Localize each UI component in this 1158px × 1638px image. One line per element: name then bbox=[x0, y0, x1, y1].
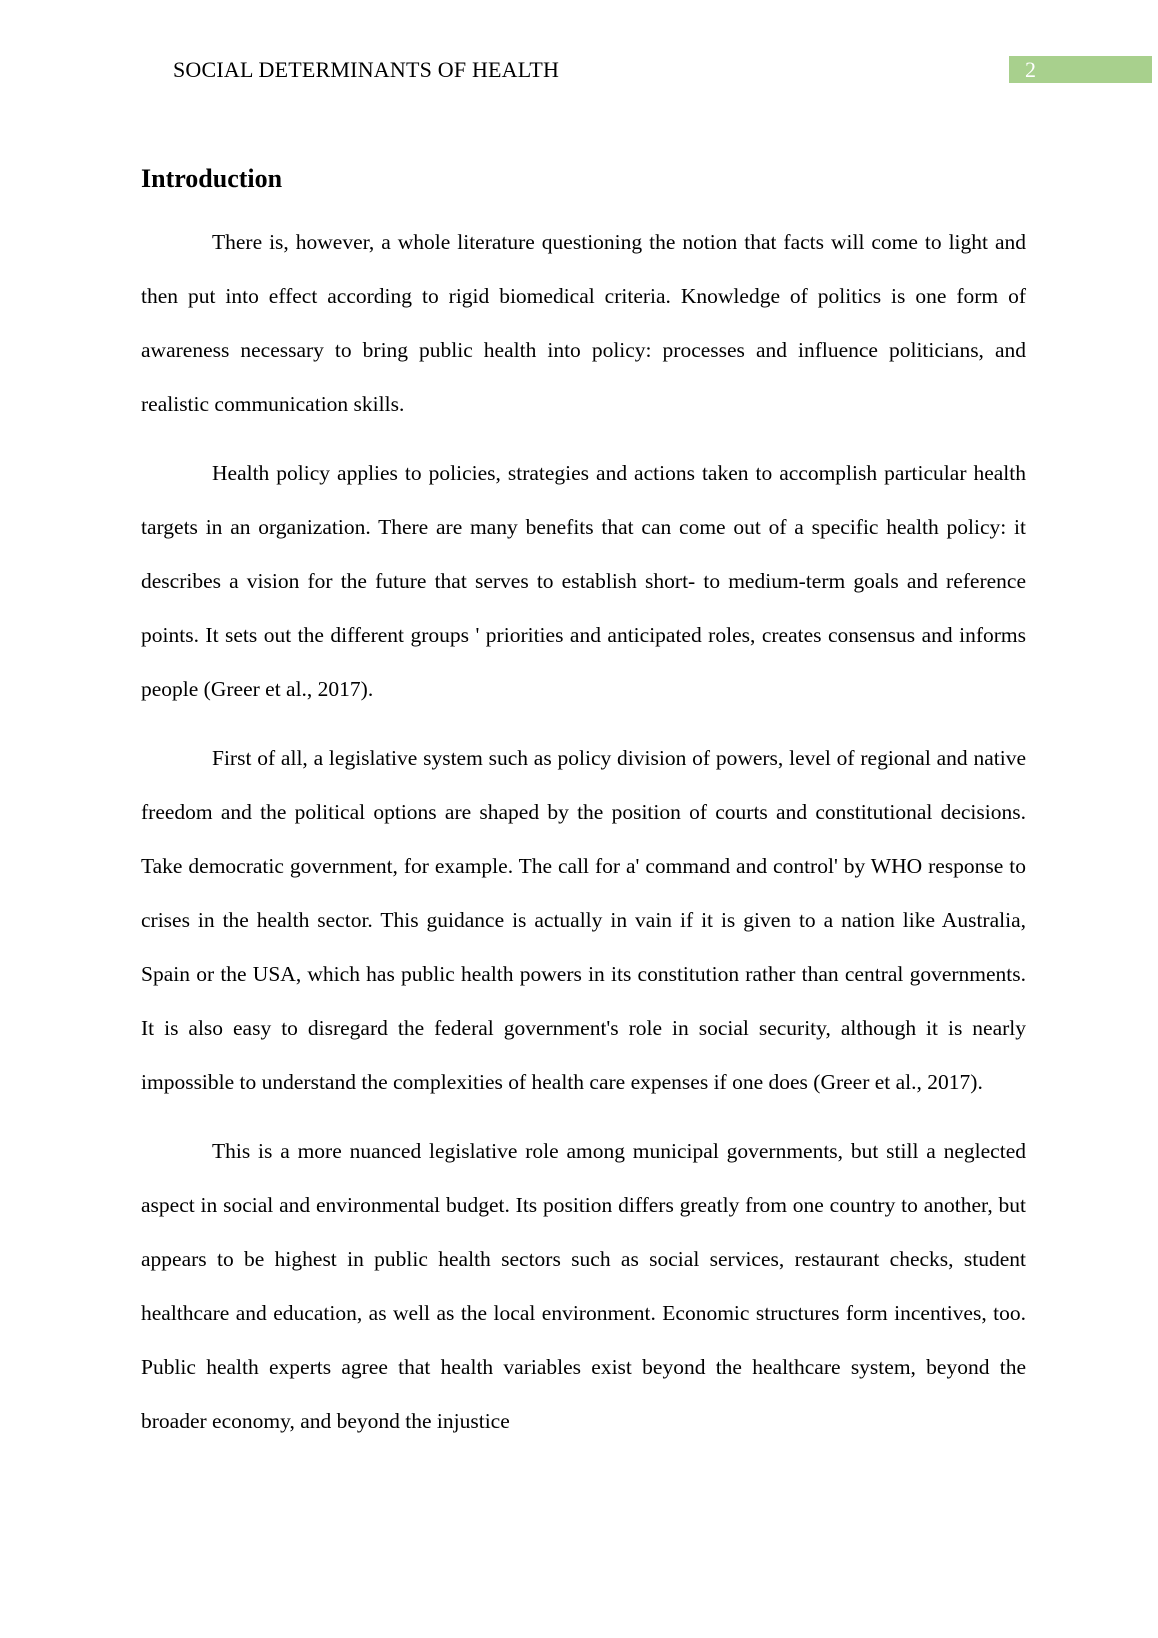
paragraph: First of all, a legislative system such as policy division of powers, level of regional and native freedom and the political options are shaped by the position of courts and constitutional decisions. Take democratic government, for example. The call for a' command and control' by WHO response to crises in the health sector. This guidance is actually in vain if it is given to a nation like Australia, Spain or the USA, which has public health powers in its constitution rather than central governments. It is also easy to disregard the federal government's role in social security, although it is nearly impossible to understand the complexities of health care expenses if one does (Greer et al., 2017). bbox=[141, 746, 1026, 1094]
running-head: SOCIAL DETERMINANTS OF HEALTH bbox=[173, 57, 560, 82]
paragraph: There is, however, a whole literature questioning the notion that facts will come to light and then put into effect according to rigid biomedical criteria. Knowledge of politics is one form of awareness necessary to bring public health into policy: processes and influence politicians, and realistic communication skills. bbox=[141, 230, 1026, 416]
body-text bbox=[141, 215, 1026, 1463]
page-number: 2 bbox=[1025, 57, 1036, 82]
paragraph: Health policy applies to policies, strategies and actions taken to accomplish particular health targets in an organization. There are many benefits that can come out of a specific health policy: it describes a vision for the future that serves to establish short- to medium-term goals and reference points. It sets out the different groups ' priorities and anticipated roles, creates consensus and informs people (Greer et al., 2017). bbox=[141, 461, 1026, 701]
page-number-box bbox=[1009, 56, 1152, 83]
paragraph: This is a more nuanced legislative role among municipal governments, but still a neglected aspect in social and environmental budget. Its position differs greatly from one country to another, but appears to be highest in public health sectors such as social services, restaurant checks, student healthcare and education, as well as the local environment. Economic structures form incentives, too. Public health experts agree that health variables exist beyond the healthcare system, beyond the broader economy, and beyond the injustice bbox=[141, 1139, 1026, 1433]
section-heading: Introduction bbox=[141, 164, 283, 193]
